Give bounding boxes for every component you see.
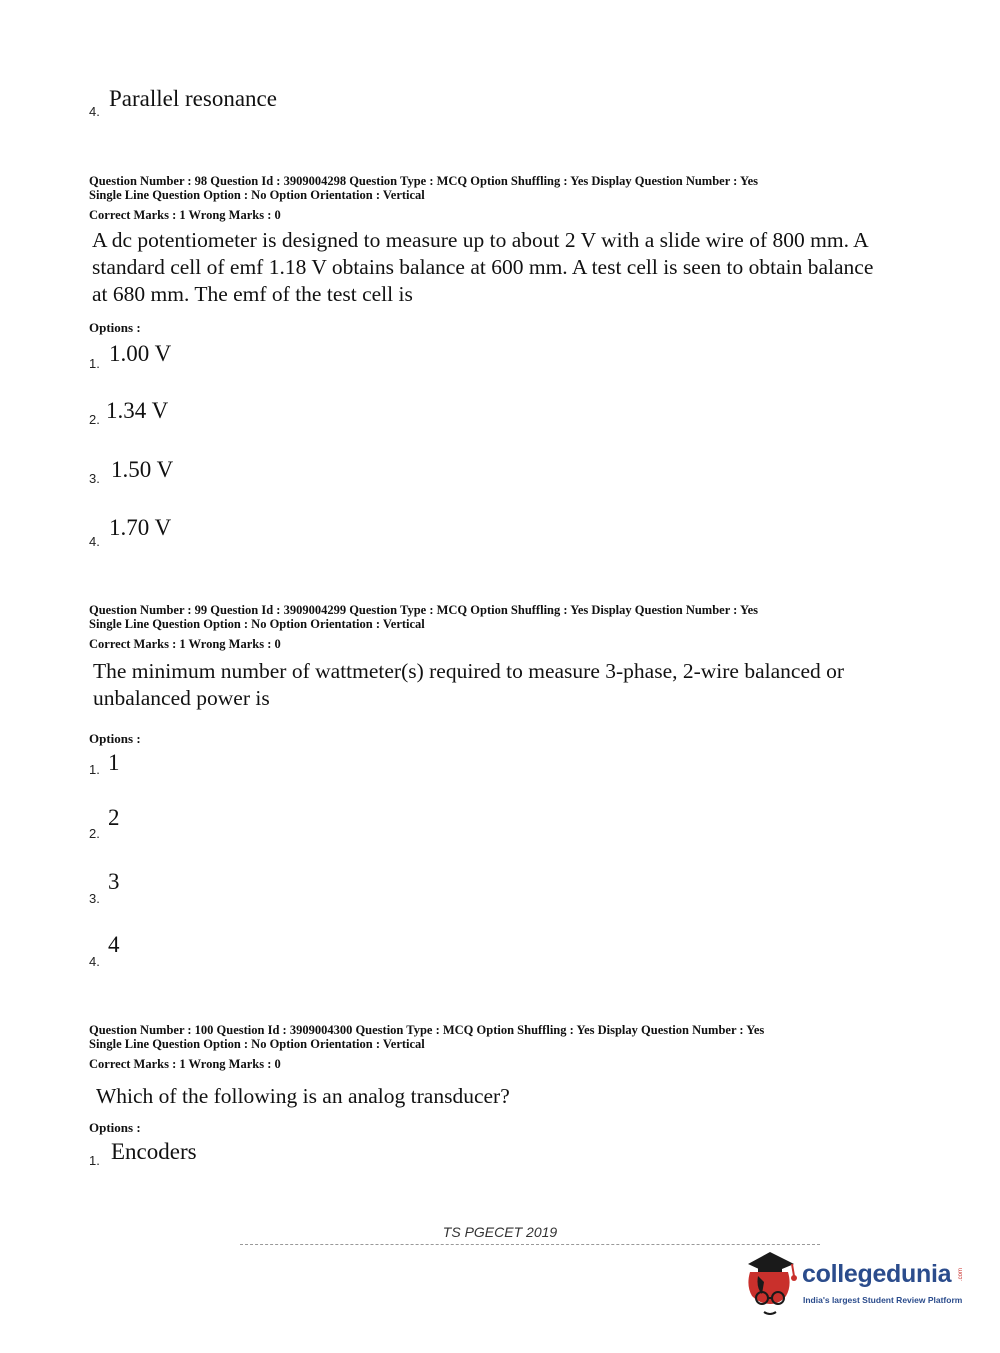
option-text: 3 [108, 869, 120, 894]
option-number: 2. [89, 412, 100, 427]
footer-title: TS PGECET 2019 [442, 1224, 558, 1240]
option-number: 1. [89, 762, 100, 777]
collegedunia-logo [740, 1246, 970, 1318]
question-text: The minimum number of wattmeter(s) required to measure 3-phase, 2-wire balanced or unbalanced power is [93, 659, 845, 710]
option-text: 1.50 V [111, 457, 174, 482]
option-text: Parallel resonance [109, 86, 277, 111]
question-meta: Question Number : 98 Question Id : 3909004298 Question Type : MCQ Option Shuffling : Yes Display Question Number : Yes Single Line Question Option : No Option Orientation : Vertical [89, 174, 759, 202]
option-number: 3. [89, 471, 100, 486]
option-text: 1.00 V [109, 341, 172, 366]
option-text: 4 [108, 932, 120, 957]
logo-domain-suffix: .com [958, 1268, 964, 1282]
option-text: 2 [108, 805, 120, 830]
logo-tagline: India's largest Student Review Platform [803, 1295, 963, 1305]
logo-wordmark: collegedunia [802, 1260, 952, 1288]
question-text: Which of the following is an analog transducer? [96, 1084, 510, 1108]
options-label: Options : [89, 320, 141, 335]
options-label: Options : [89, 1120, 141, 1135]
option-number: 4. [89, 534, 100, 549]
option-text: 1.34 V [106, 398, 169, 423]
option-number: 3. [89, 891, 100, 906]
footer-divider [240, 1244, 820, 1245]
question-text: A dc potentiometer is designed to measure up to about 2 V with a slide wire of 800 mm. A standard cell of emf 1.18 V obtains balance at 600 mm. A test cell is seen to obtain balance at 680 mm. The emf of the test cell is [92, 228, 874, 306]
option-number: 1. [89, 1153, 100, 1168]
question-marks: Correct Marks : 1 Wrong Marks : 0 [89, 208, 281, 222]
option-text: 1.70 V [109, 515, 172, 540]
option-text: Encoders [111, 1139, 197, 1164]
graduate-mascot-icon [740, 1246, 800, 1318]
option-number: 4. [89, 104, 100, 119]
option-number: 4. [89, 954, 100, 969]
option-text: 1 [108, 750, 120, 775]
option-number: 1. [89, 356, 100, 371]
options-label: Options : [89, 731, 141, 746]
question-marks: Correct Marks : 1 Wrong Marks : 0 [89, 637, 281, 651]
question-marks: Correct Marks : 1 Wrong Marks : 0 [89, 1057, 281, 1071]
option-number: 2. [89, 826, 100, 841]
question-meta: Question Number : 100 Question Id : 3909004300 Question Type : MCQ Option Shuffling : Yes Display Question Number : Yes Single Line Question Option : No Option Orientation : Vertical [89, 1023, 765, 1051]
question-meta: Question Number : 99 Question Id : 3909004299 Question Type : MCQ Option Shuffling : Yes Display Question Number : Yes Single Line Question Option : No Option Orientation : Vertical [89, 603, 759, 631]
